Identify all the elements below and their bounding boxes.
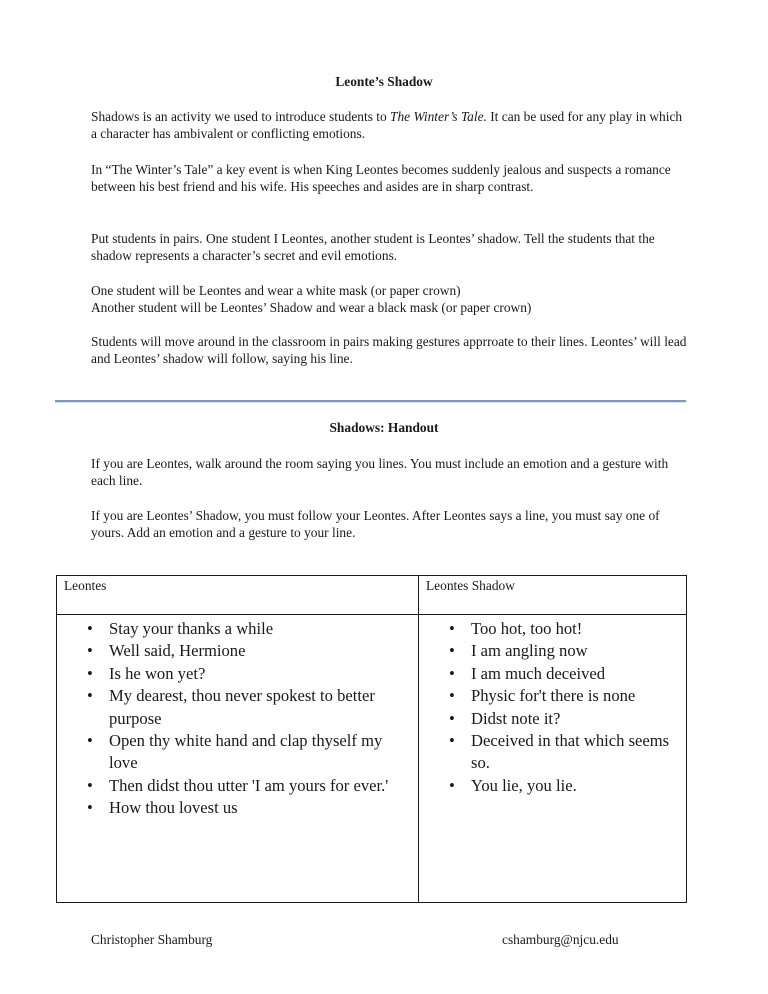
intro-paragraph-2: In “The Winter’s Tale” a key event is when King Leontes becomes suddenly jealous and suspects a romance between his best friend and his wife. His speeches and asides are in sharp contrast. [91, 162, 671, 194]
intro-paragraph-3: Put students in pairs. One student I Leontes, another student is Leontes’ shadow. Tell the students that the shadow represents a character’s secret and evil emotions. [91, 231, 655, 263]
lines-table [56, 575, 687, 903]
intro-paragraph-4 [91, 282, 691, 316]
handout-title: Shadows: Handout [329, 420, 439, 435]
leontes-lines-list [57, 618, 418, 820]
list-item: • Too hot, too hot! [471, 618, 686, 640]
handout-paragraph-1: If you are Leontes, walk around the room saying you lines. You must include an emotion and a gesture with each line. [91, 456, 669, 488]
shadow-lines-cell [419, 615, 687, 903]
footer-author: Christopher Shamburg [91, 932, 213, 947]
list-item: • Didst note it? [471, 708, 686, 730]
shadow-lines-list [419, 618, 686, 797]
handout-paragraph-2: If you are Leontes’ Shadow, you must follow your Leontes. After Leontes says a line, you must say one of yours. Add an emotion and a gesture to your line. [91, 508, 660, 540]
list-item: • Well said, Hermione [109, 640, 418, 662]
mask-instruction-2: Another student will be Leontes’ Shadow and wear a black mask (or paper crown) [91, 300, 532, 315]
list-item: • Stay your thanks a while [109, 618, 418, 640]
list-item: • Is he won yet? [109, 663, 418, 685]
mask-instruction-1: One student will be Leontes and wear a white mask (or paper crown) [91, 283, 461, 298]
list-item: • Then didst thou utter 'I am yours for ever.' [109, 775, 418, 797]
list-item: • Open thy white hand and clap thyself my love [109, 730, 418, 775]
intro-paragraph-1 [91, 108, 691, 142]
list-item: • My dearest, thou never spokest to better purpose [109, 685, 418, 730]
intro-p1-text: Shadows is an activity we used to introduce students to [91, 109, 391, 124]
list-item: • How thou lovest us [109, 797, 418, 819]
table-row [57, 615, 687, 903]
intro-paragraph-5: Students will move around in the classroom in pairs making gestures apprroate to their lines. Leontes’ will lead and Leontes’ shadow will follow, saying his line. [91, 334, 687, 366]
table-header-row [57, 576, 687, 615]
list-item: • I am angling now [471, 640, 686, 662]
footer-email: cshamburg@njcu.edu [502, 932, 619, 947]
list-item: • I am much deceived [471, 663, 686, 685]
list-item: • You lie, you lie. [471, 775, 686, 797]
list-item: • Deceived in that which seems so. [471, 730, 686, 775]
list-item: • Physic for't there is none [471, 685, 686, 707]
document-title: Leonte’s Shadow [335, 74, 433, 89]
column-header-shadow: Leontes Shadow [419, 576, 687, 615]
column-header-leontes: Leontes [57, 576, 419, 615]
play-title: The Winter’s Tale. [390, 109, 487, 124]
intro-p1-text-cont: It can be used for any play in which a character has ambivalent or conflicting emotions. [91, 109, 683, 141]
leontes-lines-cell [57, 615, 419, 903]
section-divider [55, 400, 686, 402]
